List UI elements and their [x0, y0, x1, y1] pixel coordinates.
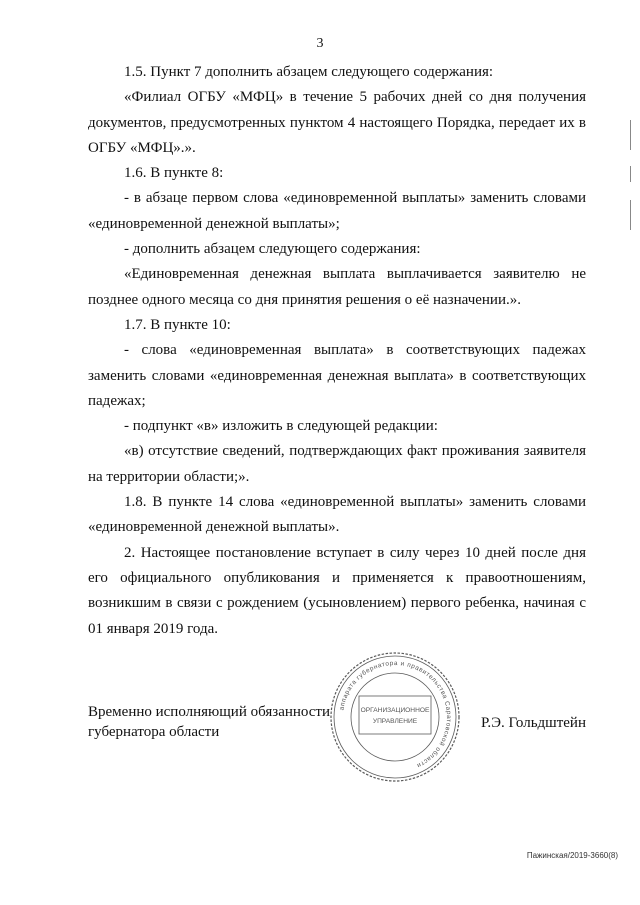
signatory-position-line-2: губернатора области	[88, 724, 220, 740]
paragraph-1-6-text: «Единовременная денежная выплата выплачивается заявителю не позднее одного месяца со дня принятия решения о её назначении.».	[88, 266, 586, 308]
stamp-center-box	[359, 696, 431, 734]
edge-mark	[630, 166, 631, 182]
svg-text:аппарата губернатора и правите	[338, 660, 452, 769]
document-body	[88, 60, 586, 642]
signatory-position-line-1: Временно исполняющий обязанности	[88, 704, 331, 720]
signatory-name: Р.Э. Гольдштейн	[480, 715, 586, 731]
paragraph-2: 2. Настоящее постановление вступает в силу через 10 дней после дня его официального опубликования и применяется к правоотношениям, возникшим в связи с рождением (усыновлением) первого ребенка, начиная с 01 января 2019 года.	[88, 544, 586, 637]
scan-edge-marks	[630, 120, 634, 230]
signatory-position	[88, 702, 348, 742]
edge-mark	[630, 120, 631, 150]
edge-mark	[630, 200, 631, 230]
stamp-outer-ring	[331, 653, 459, 781]
paragraph-1-6-b: - дополнить абзацем следующего содержания:	[124, 241, 421, 258]
paragraph-1-8: 1.8. В пункте 14 слова «единовременной выплаты» заменить словами «единовременной денежной выплаты».	[88, 494, 586, 536]
paragraph-1-7: 1.7. В пункте 10:	[124, 316, 231, 333]
paragraph-1-7-b: - подпункт «в» изложить в следующей редакции:	[124, 418, 438, 435]
stamp-inner-border	[351, 673, 439, 761]
paragraph-1-5-text: «Филиал ОГБУ «МФЦ» в течение 5 рабочих дней со дня получения документов, предусмотренных пунктом 4 настоящего Порядка, передает их в ОГБУ «МФЦ».».	[88, 89, 586, 156]
paragraph-1-6: 1.6. В пункте 8:	[124, 165, 224, 182]
stamp-center-line-2: УПРАВЛЕНИЕ	[372, 718, 418, 725]
stamp-outer-border	[334, 656, 456, 778]
stamp-ring-text: аппарата губернатора и правительства Саратовской области	[338, 659, 453, 770]
document-reference: Пажинская/2019-3660(8)	[526, 851, 618, 860]
official-stamp	[326, 648, 464, 786]
page-number: 3	[316, 36, 324, 51]
paragraph-1-7-text: «в) отсутствие сведений, подтверждающих факт проживания заявителя на территории области;».	[88, 443, 586, 485]
paragraph-1-5: 1.5. Пункт 7 дополнить абзацем следующего содержания:	[124, 64, 494, 80]
stamp-center-line-1: ОРГАНИЗАЦИОННОЕ	[360, 707, 430, 714]
paragraph-1-6-a: - в абзаце первом слова «единовременной выплаты» заменить словами «единовременной денежной выплаты»;	[88, 190, 586, 232]
paragraph-1-7-a: - слова «единовременная выплата» в соответствующих падежах заменить словами «единовременная денежная выплата» в соответствующих падежах;	[88, 342, 586, 409]
